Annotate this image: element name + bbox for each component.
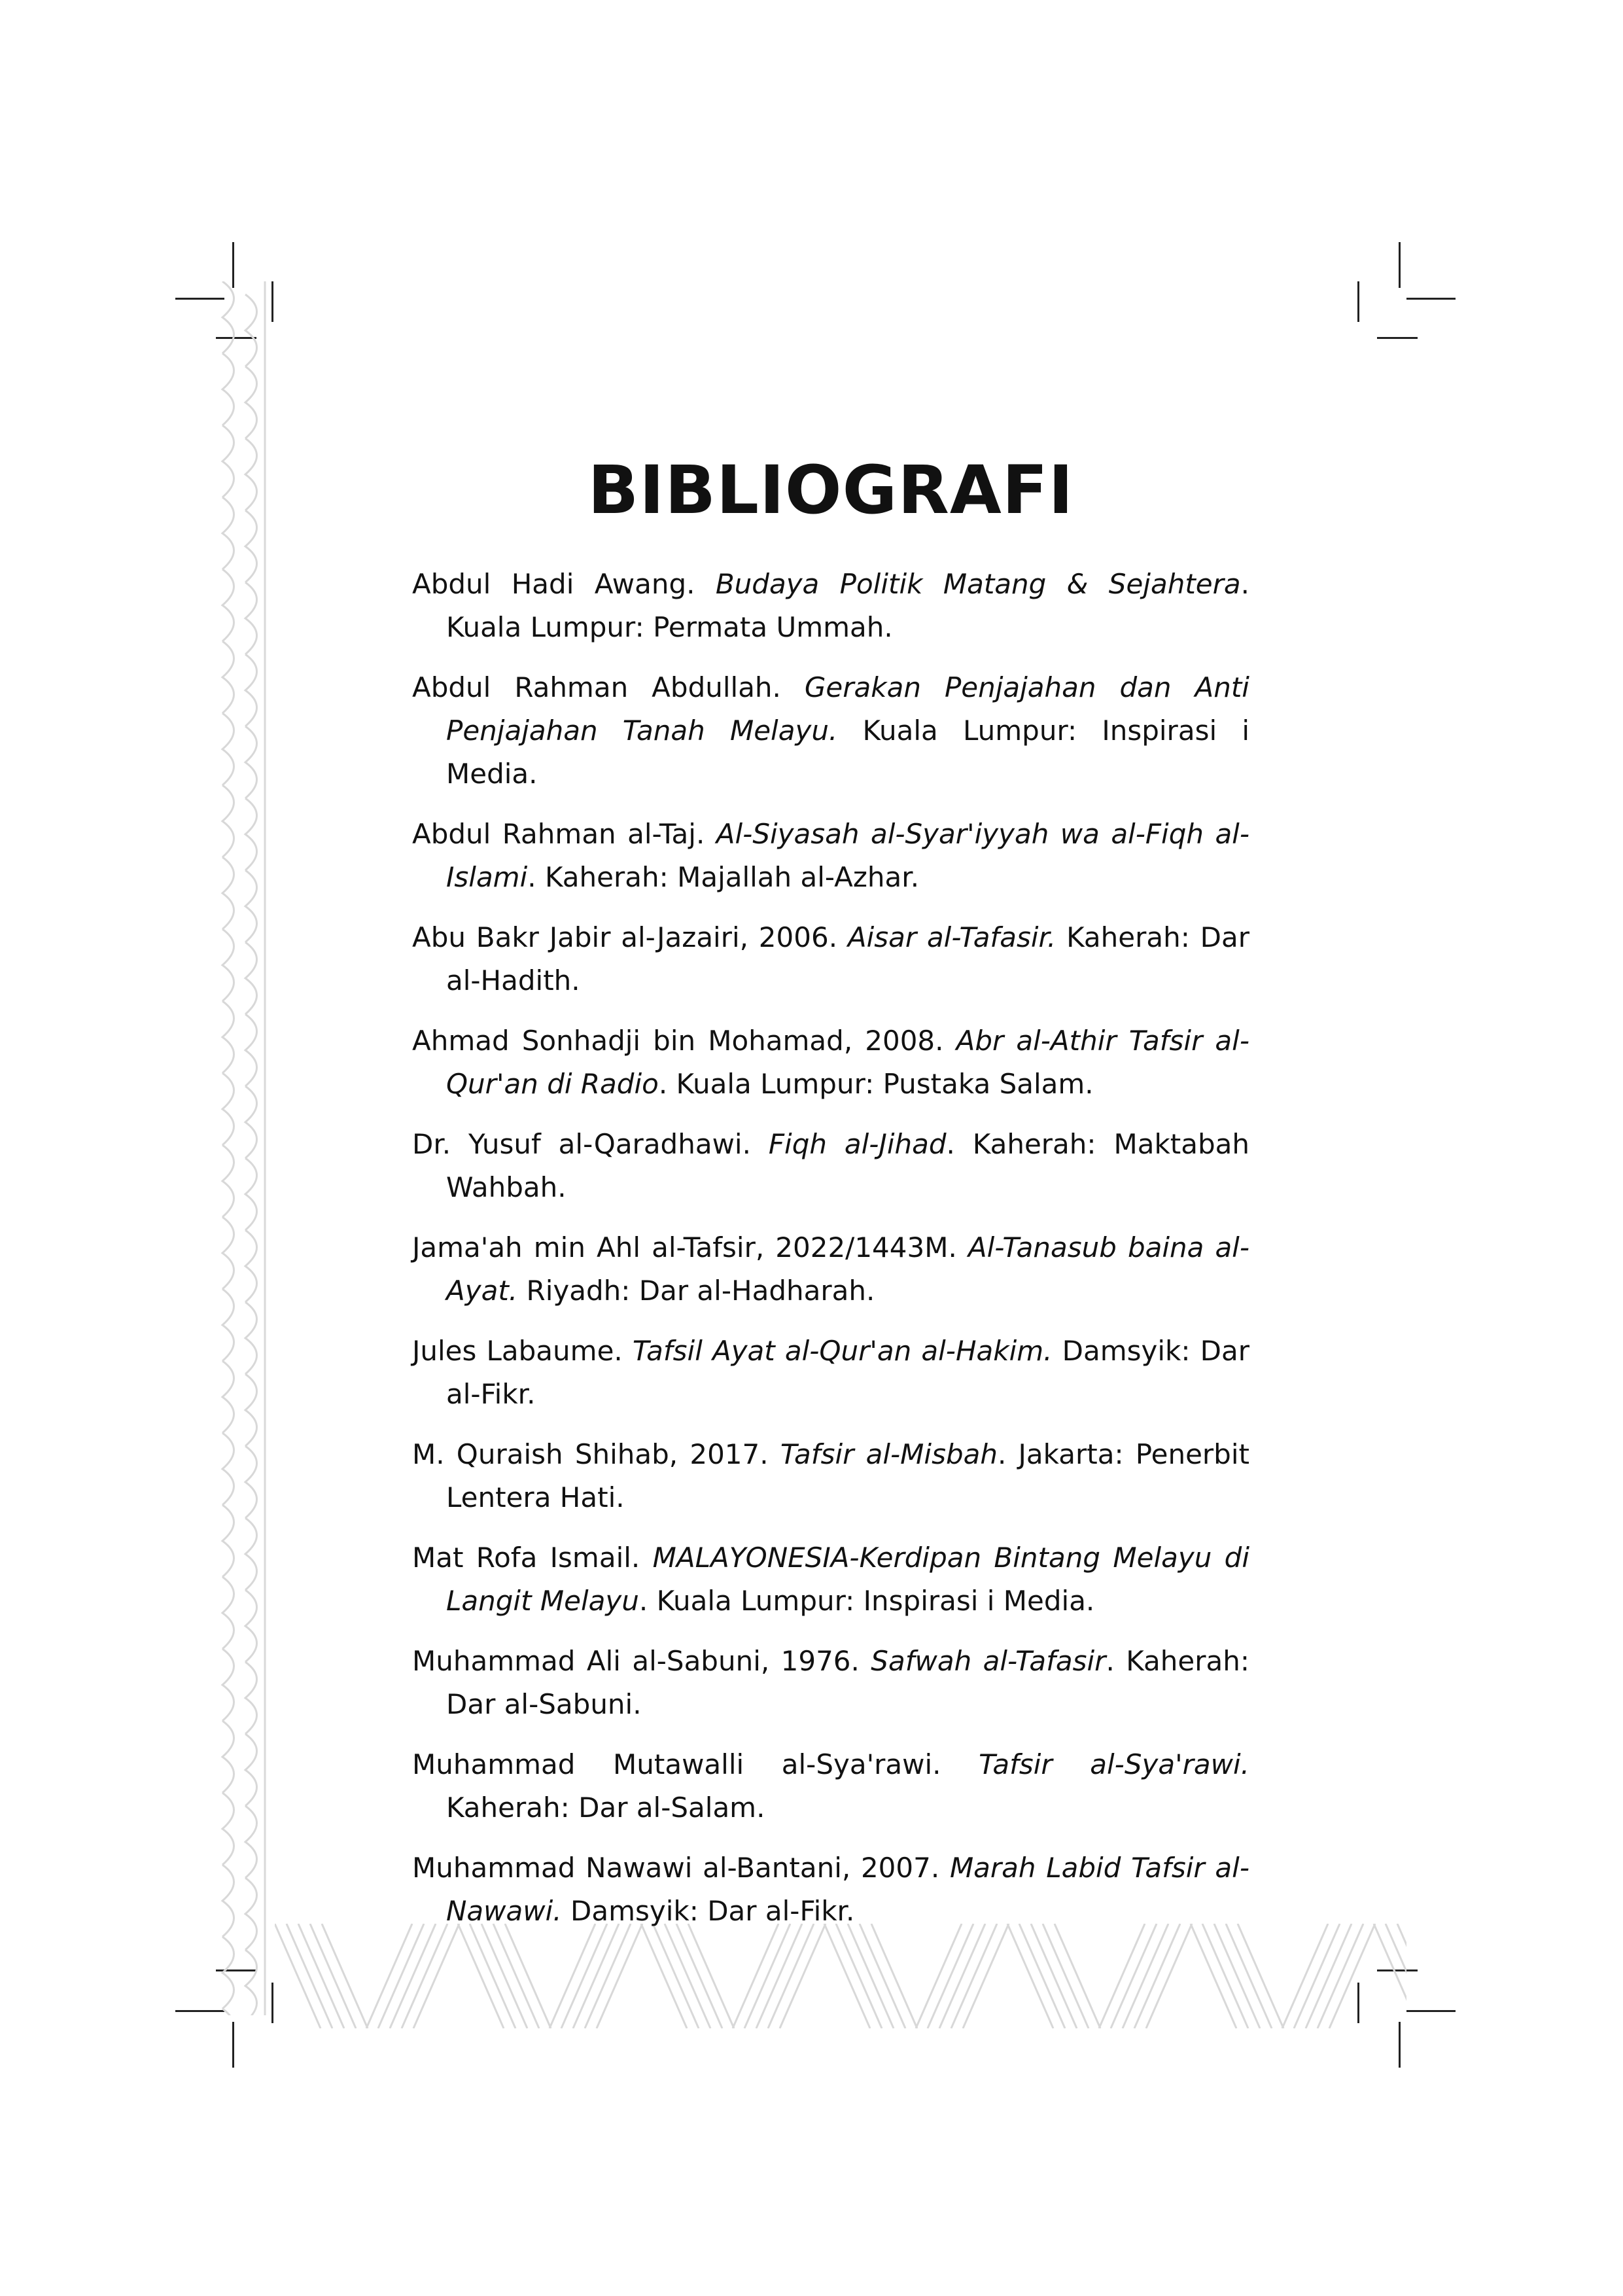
pattern-stroke	[222, 1001, 265, 1086]
pattern-stroke	[222, 857, 265, 942]
pattern-stroke	[222, 713, 265, 798]
pattern-stroke	[222, 1865, 265, 1950]
pattern-stroke	[322, 1924, 368, 2028]
pattern-stroke	[222, 425, 265, 510]
pattern-stroke	[1306, 1924, 1352, 2028]
pattern-stroke	[1294, 1924, 1340, 2028]
pattern-stroke	[1374, 1924, 1406, 2028]
pattern-stroke	[298, 1924, 344, 2028]
pattern-stroke	[222, 641, 265, 726]
pattern-stroke	[310, 1924, 356, 2028]
pattern-stroke	[1397, 1924, 1406, 2028]
pattern-stroke	[1282, 1924, 1328, 2028]
pattern-stroke	[222, 2009, 265, 2015]
bibliography-entry: Ahmad Sonhadji bin Mohamad, 2008. Abr al-Athir Tafsir al-Qur'an di Radio. Kuala Lumpur: Pustaka Salam.	[412, 1025, 1249, 1100]
bibliography-entry: Abu Bakr Jabir al-Jazairi, 2006. Aisar al-Tafasir. Kaherah: Dar al-Hadith.	[412, 921, 1249, 997]
pattern-stroke	[222, 1073, 265, 1158]
bibliography-entry: Abdul Rahman Abdullah. Gerakan Penjajahan dan Anti Penjajahan Tanah Melayu. Kuala Lumpur: Inspirasi i Media.	[412, 671, 1250, 790]
pattern-stroke	[222, 1577, 265, 1662]
pattern-stroke	[222, 929, 265, 1014]
pattern-stroke	[222, 1289, 265, 1374]
pattern-stroke	[222, 1217, 265, 1302]
pattern-stroke	[222, 353, 265, 438]
bibliography-entry: Jama'ah min Ahl al-Tafsir, 2022/1443M. Al-Tanasub baina al-Ayat. Riyadh: Dar al-Hadharah.	[412, 1231, 1249, 1307]
pattern-stroke	[1329, 1924, 1375, 2028]
pattern-stroke	[222, 497, 265, 582]
pattern-stroke	[222, 1793, 265, 1878]
bibliography-entry: Mat Rofa Ismail. MALAYONESIA-Kerdipan Bintang Melayu di Langit Melayu. Kuala Lumpur: Inspirasi i Media.	[412, 1542, 1249, 1617]
pattern-stroke	[222, 1721, 265, 1806]
pattern-stroke	[1318, 1924, 1363, 2028]
bibliography-entry: Dr. Yusuf al-Qaradhawi. Fiqh al-Jihad. Kaherah: Maktabah Wahbah.	[412, 1128, 1249, 1203]
bibliography-entry: Abdul Hadi Awang. Budaya Politik Matang & Sejahtera. Kuala Lumpur: Permata Ummah.	[412, 568, 1249, 643]
pattern-stroke	[287, 1924, 332, 2028]
pattern-stroke	[222, 785, 265, 870]
pattern-stroke	[222, 281, 265, 366]
side-decorative-pattern	[216, 281, 275, 2015]
bibliography-entry: Jules Labaume. Tafsil Ayat al-Qur'an al-Hakim. Damsyik: Dar al-Fikr.	[412, 1335, 1249, 1410]
page-title: BIBLIOGRAFI	[587, 451, 1074, 529]
pattern-stroke	[366, 1924, 412, 2028]
bibliography-list	[412, 563, 1249, 1950]
bibliography-entry: M. Quraish Shihab, 2017. Tafsir al-Misbah. Jakarta: Penerbit Lentera Hati.	[412, 1438, 1249, 1513]
pattern-stroke	[222, 1937, 265, 2015]
pattern-stroke	[222, 1505, 265, 1590]
bibliography-entry: Muhammad Mutawalli al-Sya'rawi. Tafsir al-Sya'rawi. Kaherah: Dar al-Salam.	[412, 1748, 1249, 1824]
pattern-stroke	[222, 1361, 265, 1446]
pattern-stroke	[222, 569, 265, 654]
pattern-stroke	[222, 1649, 265, 1734]
pattern-stroke	[275, 1924, 321, 2028]
bibliography-entry: Muhammad Nawawi al-Bantani, 2007. Marah Labid Tafsir al-Nawawi. Damsyik: Dar al-Fikr.	[412, 1852, 1249, 1927]
pattern-stroke	[222, 1145, 265, 1230]
bibliography-entry: Muhammad Ali al-Sabuni, 1976. Safwah al-Tafasir. Kaherah: Dar al-Sabuni.	[412, 1645, 1249, 1720]
pattern-stroke	[222, 1433, 265, 1518]
bibliography-entry: Abdul Rahman al-Taj. Al-Siyasah al-Syar'iyyah wa al-Fiqh al-Islami. Kaherah: Majallah al-Azhar.	[412, 818, 1250, 893]
